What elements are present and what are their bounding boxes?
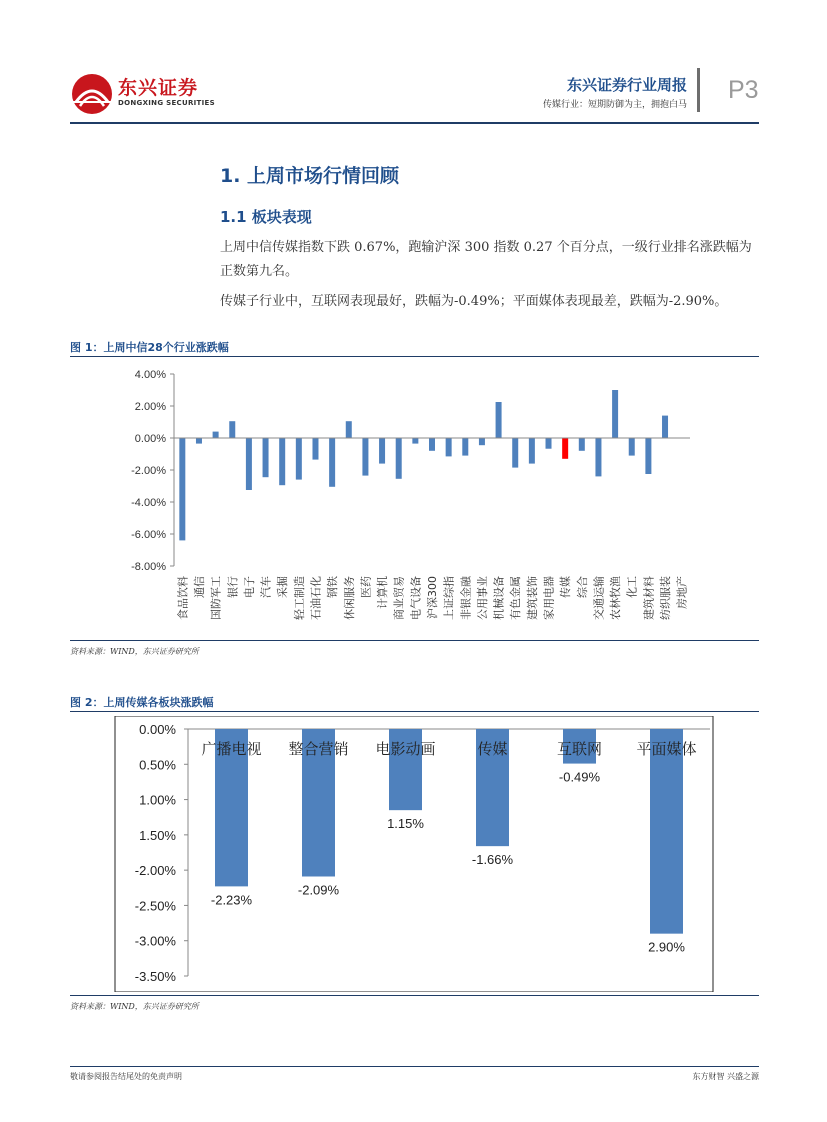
figure1-title: 图 1：上周中信28个行业涨跌幅	[70, 341, 229, 354]
bar-11	[362, 438, 368, 476]
y-tick-label: -6.00%	[131, 529, 166, 541]
y-tick-label: 1.00%	[139, 792, 176, 808]
bar-5	[263, 438, 269, 477]
x-tick-label: 上证综指	[442, 576, 456, 620]
bar-21	[529, 438, 535, 464]
y-tick-label: 1.50%	[139, 827, 176, 843]
bar-3	[229, 421, 235, 438]
x-tick-label: 休闲服务	[342, 576, 356, 620]
y-tick-label: -3.50%	[134, 969, 176, 984]
bar-1	[196, 438, 202, 444]
logo-name: 东兴证券	[118, 77, 199, 99]
header-rule	[70, 122, 759, 124]
bar-7	[296, 438, 302, 480]
y-tick-label: -2.00%	[131, 465, 166, 477]
y-tick-label: -2.50%	[134, 898, 176, 914]
x-tick-label: 传媒	[559, 576, 573, 598]
x-tick-label: 汽车	[259, 576, 273, 598]
x-tick-label: 非银金融	[459, 576, 473, 620]
data-label: -2.09%	[297, 882, 340, 898]
x-tick-label: 农林牧渔	[609, 576, 623, 620]
category-label: 电影动画	[375, 740, 436, 758]
x-tick-label: 建筑装饰	[525, 576, 539, 620]
x-tick-label: 沪深300	[426, 576, 439, 619]
x-tick-label: 家用电器	[542, 576, 556, 620]
x-tick-label: 轻工制造	[292, 576, 306, 620]
figure2-title: 图 2：上周传媒各板块涨跌幅	[70, 696, 214, 709]
category-label: 平面媒体	[636, 740, 697, 758]
figure1-top-rule	[70, 356, 759, 357]
media-subsector-chart	[70, 716, 759, 992]
data-label: -0.49%	[558, 769, 601, 785]
bar-18	[479, 438, 485, 445]
bar-28	[645, 438, 651, 474]
footer-rule	[70, 1066, 759, 1067]
footer-slogan: 东方财智 兴盛之源	[692, 1072, 759, 1081]
industry-returns-chart	[70, 362, 759, 638]
bar-4	[246, 438, 252, 490]
x-tick-label: 商业贸易	[392, 576, 406, 620]
category-label: 广播电视	[201, 740, 262, 758]
bar-15	[429, 438, 435, 451]
x-tick-label: 采掘	[276, 576, 290, 598]
x-tick-label: 计算机	[376, 576, 390, 609]
x-tick-label: 食品饮料	[176, 576, 190, 620]
y-tick-label: -8.00%	[131, 561, 166, 573]
bar-17	[462, 438, 468, 456]
bar-25	[595, 438, 601, 476]
y-tick-label: -4.00%	[131, 497, 166, 509]
x-tick-label: 电气设备	[409, 576, 423, 620]
x-tick-label: 房地产	[675, 576, 689, 609]
x-tick-label: 电子	[242, 576, 256, 598]
category-label: 整合营销	[288, 740, 349, 758]
bar-0	[179, 438, 185, 540]
x-tick-label: 公用事业	[475, 576, 489, 620]
bar-6	[279, 438, 285, 485]
x-tick-label: 机械设备	[492, 576, 506, 620]
data-label: -1.66%	[471, 852, 514, 868]
report-subtitle: 传媒行业：短期防御为主，拥抱白马	[542, 100, 687, 110]
x-tick-label: 建筑材料	[642, 576, 656, 620]
x-tick-label: 化工	[625, 576, 639, 598]
bar-8	[312, 438, 318, 460]
bar-14	[412, 438, 418, 444]
data-label: 2.90%	[648, 939, 685, 955]
figure1-source: 资料来源：WIND，东兴证券研究所	[70, 647, 199, 656]
x-tick-label: 纺织服装	[659, 576, 673, 620]
bar-9	[329, 438, 335, 487]
figure2-bottom-rule	[70, 995, 759, 996]
data-label: -2.23%	[210, 892, 253, 908]
paragraph-subsector-performance: 传媒子行业中，互联网表现最好，跌幅为-0.49%；平面媒体表现最差，跌幅为-2.90%。	[220, 294, 728, 309]
x-tick-label: 通信	[192, 576, 206, 598]
y-tick-label: 4.00%	[134, 369, 166, 381]
report-title: 东兴证券行业周报	[566, 76, 687, 94]
bar-5	[650, 729, 683, 934]
x-tick-label: 有色金属	[509, 576, 523, 620]
x-tick-label: 医药	[359, 576, 373, 598]
bar-2	[213, 432, 219, 438]
x-tick-label: 银行	[226, 576, 240, 598]
y-tick-label: 0.50%	[139, 757, 176, 773]
x-tick-label: 综合	[575, 576, 589, 598]
category-label: 传媒	[477, 740, 508, 758]
y-tick-label: -3.00%	[134, 933, 176, 949]
subsection-heading: 1.1 板块表现	[220, 208, 312, 226]
bar-19	[496, 402, 502, 438]
bar-13	[396, 438, 402, 479]
data-label: 1.15%	[387, 816, 424, 832]
x-tick-label: 钢铁	[326, 576, 340, 598]
bar-10	[346, 421, 352, 438]
bar-12	[379, 438, 385, 464]
paragraph-index-performance: 上周中信传媒指数下跌 0.67%，跑输沪深 300 指数 0.27 个百分点，一级行业排名涨跌幅为正数第九名。	[220, 240, 752, 279]
bar-24	[579, 438, 585, 451]
header-divider	[697, 68, 700, 112]
x-tick-label: 国防军工	[209, 576, 223, 620]
bar-26	[612, 390, 618, 438]
logo-english-name: DONGXING SECURITIES	[118, 99, 215, 107]
y-tick-label: 2.00%	[134, 401, 166, 413]
category-label: 互联网	[556, 740, 603, 758]
bar-20	[512, 438, 518, 468]
bar-23	[562, 438, 568, 459]
bar-22	[546, 438, 552, 449]
y-tick-label: -2.00%	[134, 863, 176, 879]
figure1-bottom-rule	[70, 640, 759, 641]
section-heading: 1. 上周市场行情回顾	[220, 165, 400, 187]
bar-16	[446, 438, 452, 456]
page-number: P3	[728, 76, 759, 104]
dongxing-logo-icon	[70, 72, 120, 116]
x-tick-label: 交通运输	[592, 576, 606, 620]
bar-29	[662, 416, 668, 438]
figure2-source: 资料来源：WIND，东兴证券研究所	[70, 1002, 199, 1011]
bar-27	[629, 438, 635, 456]
figure2-top-rule	[70, 711, 759, 712]
y-tick-label: 0.00%	[139, 722, 176, 737]
footer-disclaimer: 敬请参阅报告结尾处的免责声明	[70, 1072, 182, 1081]
x-tick-label: 石油石化	[309, 576, 323, 620]
y-tick-label: 0.00%	[134, 433, 166, 445]
